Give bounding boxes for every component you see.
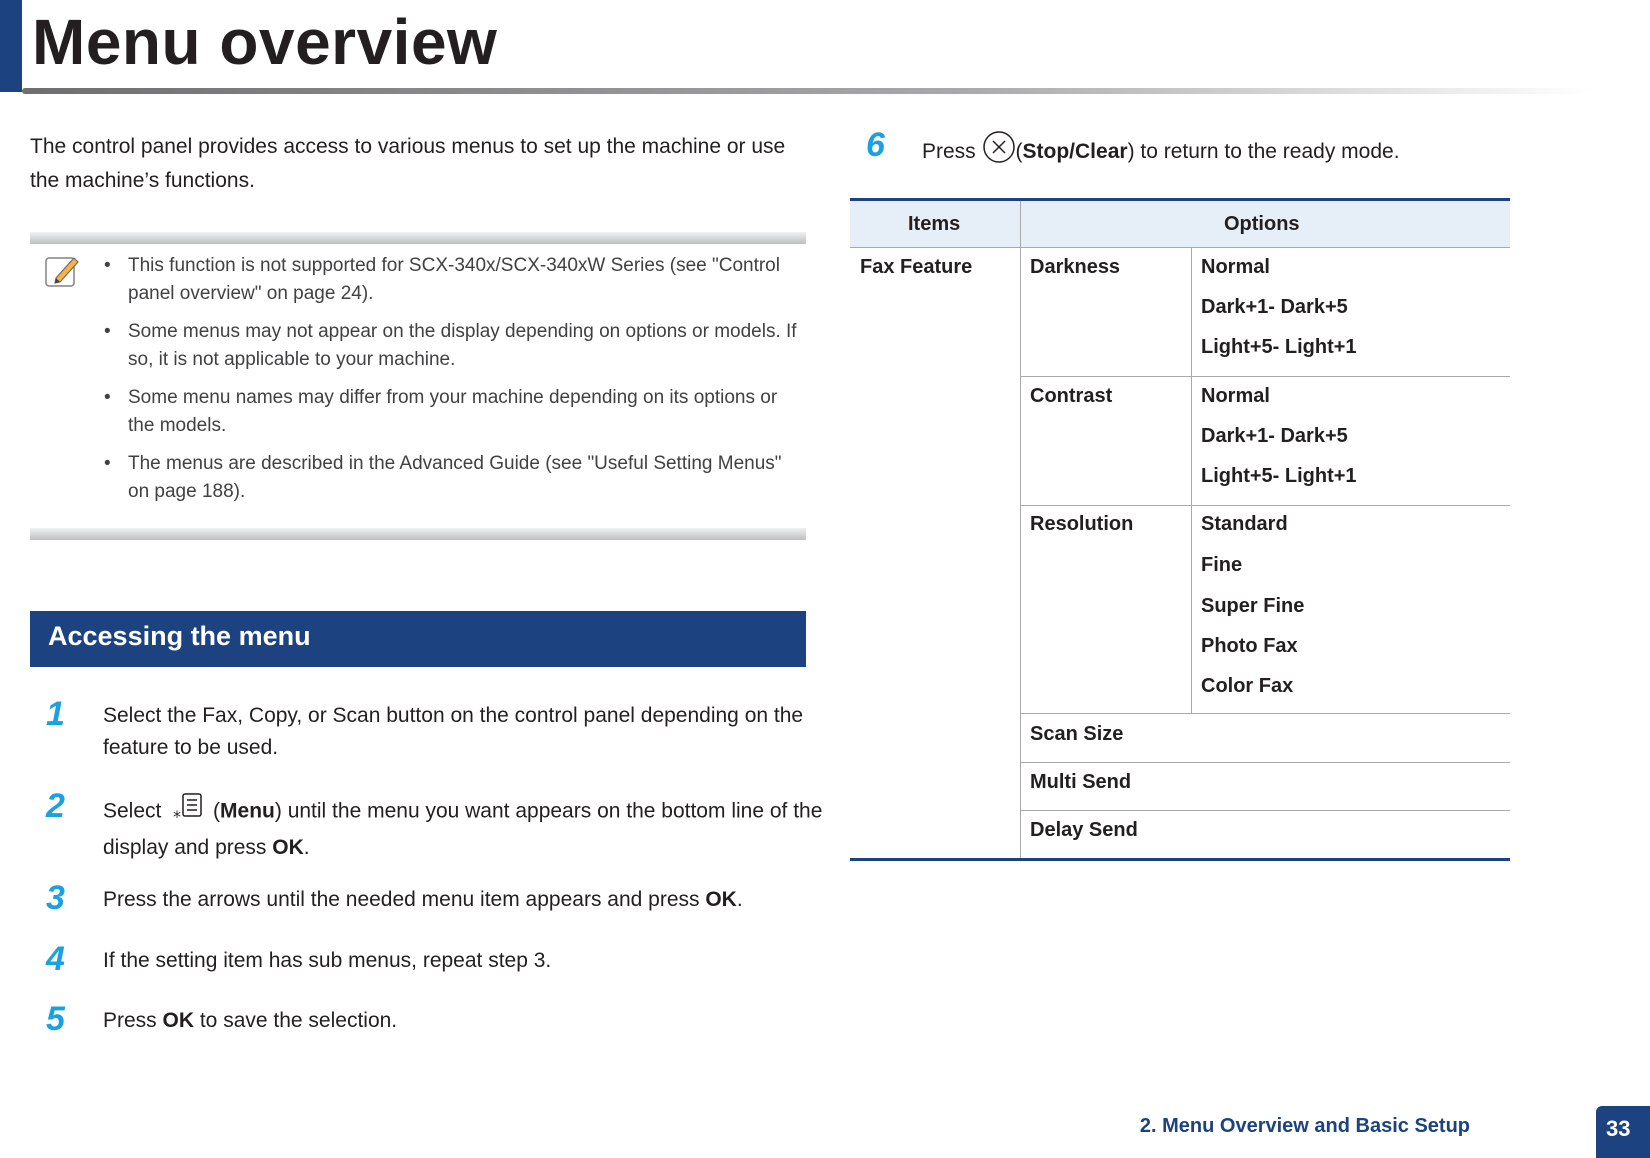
step-text: Press OK to save the selection. [103,1009,398,1032]
table-item-fax-feature: Fax Feature [860,256,973,278]
note-item: • The menus are described in the Advanced Guide (see "Useful Setting Menus" on page 188). [104,453,782,502]
step-number: 4 [46,940,65,978]
menu-icon [167,792,207,832]
header-options: Options [1224,213,1300,235]
option-name: Delay Send [1030,819,1138,841]
table-header-row [850,201,1510,248]
option-value: Normal [1201,385,1270,407]
stop-clear-icon [982,130,1016,175]
step-number: 6 [866,126,885,164]
table-divider [1191,248,1192,713]
note-bottom-rule [30,528,806,540]
header-items: Items [908,213,961,235]
title-accent-bar [0,0,22,92]
section-header [30,611,806,667]
note-item: • Some menu names may differ from your machine depending on its options or the models. [104,387,778,436]
step-text: If the setting item has sub menus, repeat step 3. [103,949,552,972]
title-rule [22,88,1592,94]
option-value: Normal [1201,256,1270,278]
option-value: Color Fax [1201,675,1294,697]
step-text: Select * (Menu) until the menu you want appears on the bottom line of the display and press OK. [103,792,833,864]
option-value: Light+5- Light+1 [1201,336,1357,358]
page-title: Menu overview [32,6,498,78]
step-number: 1 [46,695,65,733]
note-box [30,232,806,540]
option-value: Dark+1- Dark+5 [1201,296,1348,318]
step-text: Press (Stop/Clear) to return to the ready mode. [922,130,1542,175]
option-name: Resolution [1030,513,1134,535]
option-value: Light+5- Light+1 [1201,465,1357,487]
option-name: Contrast [1030,385,1113,407]
page-number: 33 [1606,1116,1631,1141]
note-list [104,252,800,516]
option-value: Fine [1201,554,1243,576]
step-text: Press the arrows until the needed menu item appears and press OK. [103,888,743,911]
option-value: Super Fine [1201,595,1305,617]
intro-paragraph: The control panel provides access to various menus to set up the machine or use the machine’s functions. [30,135,786,192]
page-number-box [1596,1106,1650,1158]
option-value: Standard [1201,513,1288,535]
option-value: Photo Fax [1201,635,1298,657]
pencil-note-icon [44,254,80,290]
step-text: Select the Fax, Copy, or Scan button on the control panel depending on the feature to be used. [103,704,804,759]
svg-text:*: * [173,807,182,822]
option-name: Darkness [1030,256,1121,278]
option-name: Multi Send [1030,771,1132,793]
footer-chapter: 2. Menu Overview and Basic Setup [1139,1115,1470,1137]
option-name: Scan Size [1030,723,1124,745]
step-number: 2 [46,787,65,825]
section-title: Accessing the menu [48,621,311,651]
note-item: • Some menus may not appear on the display depending on options or models. If so, it is not applicable to your machine. [104,321,797,370]
note-item: • This function is not supported for SCX-340x/SCX-340xW Series (see "Control panel overview" on page 24). [104,255,780,304]
menu-table [850,198,1510,862]
step-number: 5 [46,1000,65,1038]
table-bottom-rule [850,858,1510,861]
note-top-rule [30,232,806,244]
option-value: Dark+1- Dark+5 [1201,425,1348,447]
step-number: 3 [46,879,65,917]
